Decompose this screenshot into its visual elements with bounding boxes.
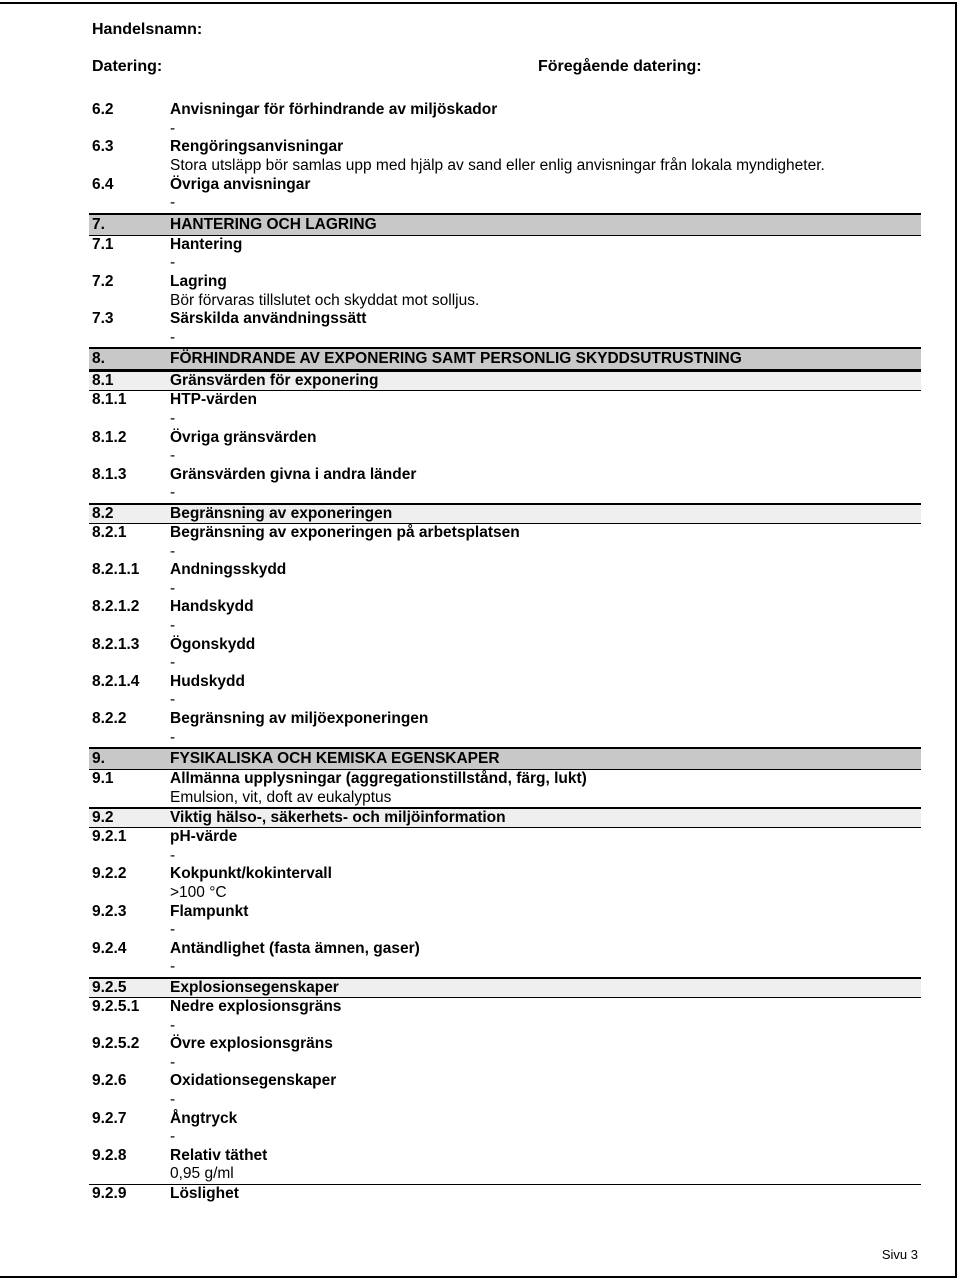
section-number: 7. xyxy=(92,215,105,233)
item-heading xyxy=(92,902,918,921)
item-heading xyxy=(92,710,918,729)
empty-value-dash xyxy=(92,542,918,561)
section-title: Ångtryck xyxy=(170,1109,238,1127)
empty-value-dash xyxy=(92,1016,918,1035)
empty-value-dash xyxy=(92,1091,918,1110)
section-number: 8.1.2 xyxy=(92,428,127,446)
section-title: Gränsvärden för exponering xyxy=(170,372,379,390)
item-heading xyxy=(92,635,918,654)
dash-text: - xyxy=(170,1053,176,1071)
dash-text: - xyxy=(170,484,176,502)
item-heading xyxy=(92,310,918,329)
value-text xyxy=(92,788,918,807)
item-heading xyxy=(92,998,918,1017)
section-title: Handskydd xyxy=(170,598,254,616)
section-number: 9. xyxy=(92,749,105,767)
section-number: 9.2.7 xyxy=(92,1109,127,1127)
value-text xyxy=(92,291,918,310)
section-number: 9.2.5 xyxy=(92,978,127,996)
dash-text: - xyxy=(170,119,176,137)
section-number: 7.2 xyxy=(92,273,114,291)
empty-value-dash xyxy=(92,194,918,213)
empty-value-dash xyxy=(92,410,918,429)
dash-text: - xyxy=(170,691,176,709)
section-heading xyxy=(89,347,921,370)
item-heading xyxy=(92,1109,918,1128)
empty-value-dash xyxy=(92,484,918,503)
body-text: >100 °C xyxy=(170,884,227,902)
section-title: Övriga anvisningar xyxy=(170,175,311,193)
dash-text: - xyxy=(170,958,176,976)
section-number: 9.2.3 xyxy=(92,902,127,920)
empty-value-dash xyxy=(92,728,918,747)
page-number: Sivu 3 xyxy=(881,1247,918,1262)
section-title: Nedre explosionsgräns xyxy=(170,998,342,1016)
subsection-heading xyxy=(89,977,921,998)
section-title: Relativ täthet xyxy=(170,1146,268,1164)
body-text: 0,95 g/ml xyxy=(170,1165,234,1183)
body-text: Emulsion, vit, doft av eukalyptus xyxy=(170,788,392,806)
item-heading xyxy=(92,391,918,410)
dash-text: - xyxy=(170,447,176,465)
dash-text: - xyxy=(170,654,176,672)
previous-date-label: Föregående datering: xyxy=(538,58,702,75)
section-number: 8.2.1 xyxy=(92,523,127,541)
dash-text: - xyxy=(170,921,176,939)
dash-text: - xyxy=(170,579,176,597)
section-title: Hantering xyxy=(170,235,243,253)
section-title: FYSIKALISKA OCH KEMISKA EGENSKAPER xyxy=(170,749,500,767)
dash-text: - xyxy=(170,616,176,634)
section-title: Allmänna upplysningar (aggregationstillstånd, färg, lukt) xyxy=(170,770,587,788)
section-heading xyxy=(89,213,921,236)
subsection-heading xyxy=(89,503,921,524)
item-heading xyxy=(92,828,918,847)
value-text xyxy=(92,884,918,903)
section-number: 9.2.2 xyxy=(92,865,127,883)
item-heading xyxy=(92,428,918,447)
section-title: Explosionsegenskaper xyxy=(170,978,339,996)
dash-text: - xyxy=(170,1128,176,1146)
section-number: 8.1.1 xyxy=(92,391,127,409)
empty-value-dash xyxy=(92,617,918,636)
section-title: Viktig hälso-, säkerhets- och miljöinformation xyxy=(170,809,506,826)
item-heading xyxy=(92,598,918,617)
value-text xyxy=(92,1165,918,1184)
section-number: 9.2.4 xyxy=(92,939,127,957)
section-number: 8.2 xyxy=(92,504,114,522)
section-title: Särskilda användningssätt xyxy=(170,310,367,328)
section-number: 8.1 xyxy=(92,372,114,390)
body-text: Stora utsläpp bör samlas upp med hjälp av sand eller enlig anvisningar från lokala myndigheter. xyxy=(170,157,825,175)
item-heading xyxy=(92,236,918,255)
section-title: Lagring xyxy=(170,273,227,291)
section-title: Begränsning av exponeringen xyxy=(170,504,393,522)
section-heading xyxy=(89,747,921,770)
section-number: 9.2.9 xyxy=(92,1184,127,1202)
dash-text: - xyxy=(170,254,176,272)
empty-value-dash xyxy=(92,447,918,466)
item-heading xyxy=(92,1035,918,1054)
dash-text: - xyxy=(170,846,176,864)
empty-value-dash xyxy=(92,1128,918,1147)
item-heading xyxy=(92,672,918,691)
dash-text: - xyxy=(170,194,176,212)
dash-text: - xyxy=(170,1091,176,1109)
section-number: 8.2.2 xyxy=(92,709,127,727)
value-text xyxy=(92,157,918,176)
dash-text: - xyxy=(170,728,176,746)
section-title: Anvisningar för förhindrande av miljöskador xyxy=(170,101,498,119)
empty-value-dash xyxy=(92,847,918,866)
dash-text: - xyxy=(170,410,176,428)
item-heading xyxy=(92,770,918,789)
section-title: pH-värde xyxy=(170,828,238,846)
section-title: HANTERING OCH LAGRING xyxy=(170,215,377,233)
item-heading xyxy=(92,1147,918,1166)
section-title: Oxidationsegenskaper xyxy=(170,1072,337,1090)
section-number: 6.3 xyxy=(92,138,114,156)
empty-value-dash xyxy=(92,329,918,348)
empty-value-dash xyxy=(92,120,918,139)
section-title: Gränsvärden givna i andra länder xyxy=(170,465,417,483)
section-title: Övriga gränsvärden xyxy=(170,428,317,446)
section-title: Hudskydd xyxy=(170,672,245,690)
item-heading xyxy=(92,524,918,543)
date-label: Datering: xyxy=(92,58,163,75)
section-number: 8.1.3 xyxy=(92,465,127,483)
item-heading xyxy=(92,940,918,959)
section-title: Ögonskydd xyxy=(170,635,256,653)
section-title: Flampunkt xyxy=(170,902,249,920)
section-number: 6.2 xyxy=(92,101,114,119)
dash-text: - xyxy=(170,542,176,560)
section-title: FÖRHINDRANDE AV EXPONERING SAMT PERSONLIG SKYDDSUTRUSTNING xyxy=(170,350,742,368)
section-number: 9.2 xyxy=(92,809,114,826)
empty-value-dash xyxy=(92,691,918,710)
item-heading xyxy=(92,138,918,157)
item-heading xyxy=(92,561,918,580)
section-number: 9.1 xyxy=(92,770,114,788)
section-number: 8.2.1.2 xyxy=(92,598,140,616)
section-title: Begränsning av exponeringen på arbetsplatsen xyxy=(170,523,520,541)
section-number: 8. xyxy=(92,350,105,368)
section-number: 8.2.1.1 xyxy=(92,561,140,579)
section-title: Kokpunkt/kokintervall xyxy=(170,865,332,883)
item-heading xyxy=(92,273,918,292)
section-title: Övre explosionsgräns xyxy=(170,1035,333,1053)
section-number: 7.3 xyxy=(92,310,114,328)
empty-value-dash xyxy=(92,958,918,977)
empty-value-dash xyxy=(92,254,918,273)
section-title: HTP-värden xyxy=(170,391,257,409)
section-title: Rengöringsanvisningar xyxy=(170,138,344,156)
item-heading xyxy=(92,101,918,120)
section-title: Löslighet xyxy=(170,1184,239,1202)
section-number: 9.2.8 xyxy=(92,1146,127,1164)
empty-value-dash xyxy=(92,921,918,940)
section-number: 8.2.1.4 xyxy=(92,672,140,690)
section-number: 9.2.5.1 xyxy=(92,998,140,1016)
section-number: 8.2.1.3 xyxy=(92,635,140,653)
section-title: Antändlighet (fasta ämnen, gaser) xyxy=(170,939,420,957)
section-number: 9.2.1 xyxy=(92,828,127,846)
subsection-heading xyxy=(89,807,921,828)
section-number: 9.2.6 xyxy=(92,1072,127,1090)
dash-text: - xyxy=(170,328,176,346)
subsection-heading xyxy=(89,370,921,391)
section-title: Andningsskydd xyxy=(170,561,287,579)
trade-name-label: Handelsnamn: xyxy=(92,21,203,38)
section-number: 9.2.5.2 xyxy=(92,1035,140,1053)
section-title: Begränsning av miljöexponeringen xyxy=(170,709,429,727)
item-heading xyxy=(92,1072,918,1091)
section-number: 7.1 xyxy=(92,235,114,253)
empty-value-dash xyxy=(92,579,918,598)
empty-value-dash xyxy=(92,654,918,673)
section-number: 6.4 xyxy=(92,175,114,193)
item-heading xyxy=(92,865,918,884)
item-heading xyxy=(92,466,918,485)
item-heading xyxy=(92,175,918,194)
empty-value-dash xyxy=(92,1054,918,1073)
dash-text: - xyxy=(170,1016,176,1034)
item-heading xyxy=(89,1184,921,1204)
document-body xyxy=(92,101,918,1203)
body-text: Bör förvaras tillslutet och skyddat mot solljus. xyxy=(170,291,480,309)
